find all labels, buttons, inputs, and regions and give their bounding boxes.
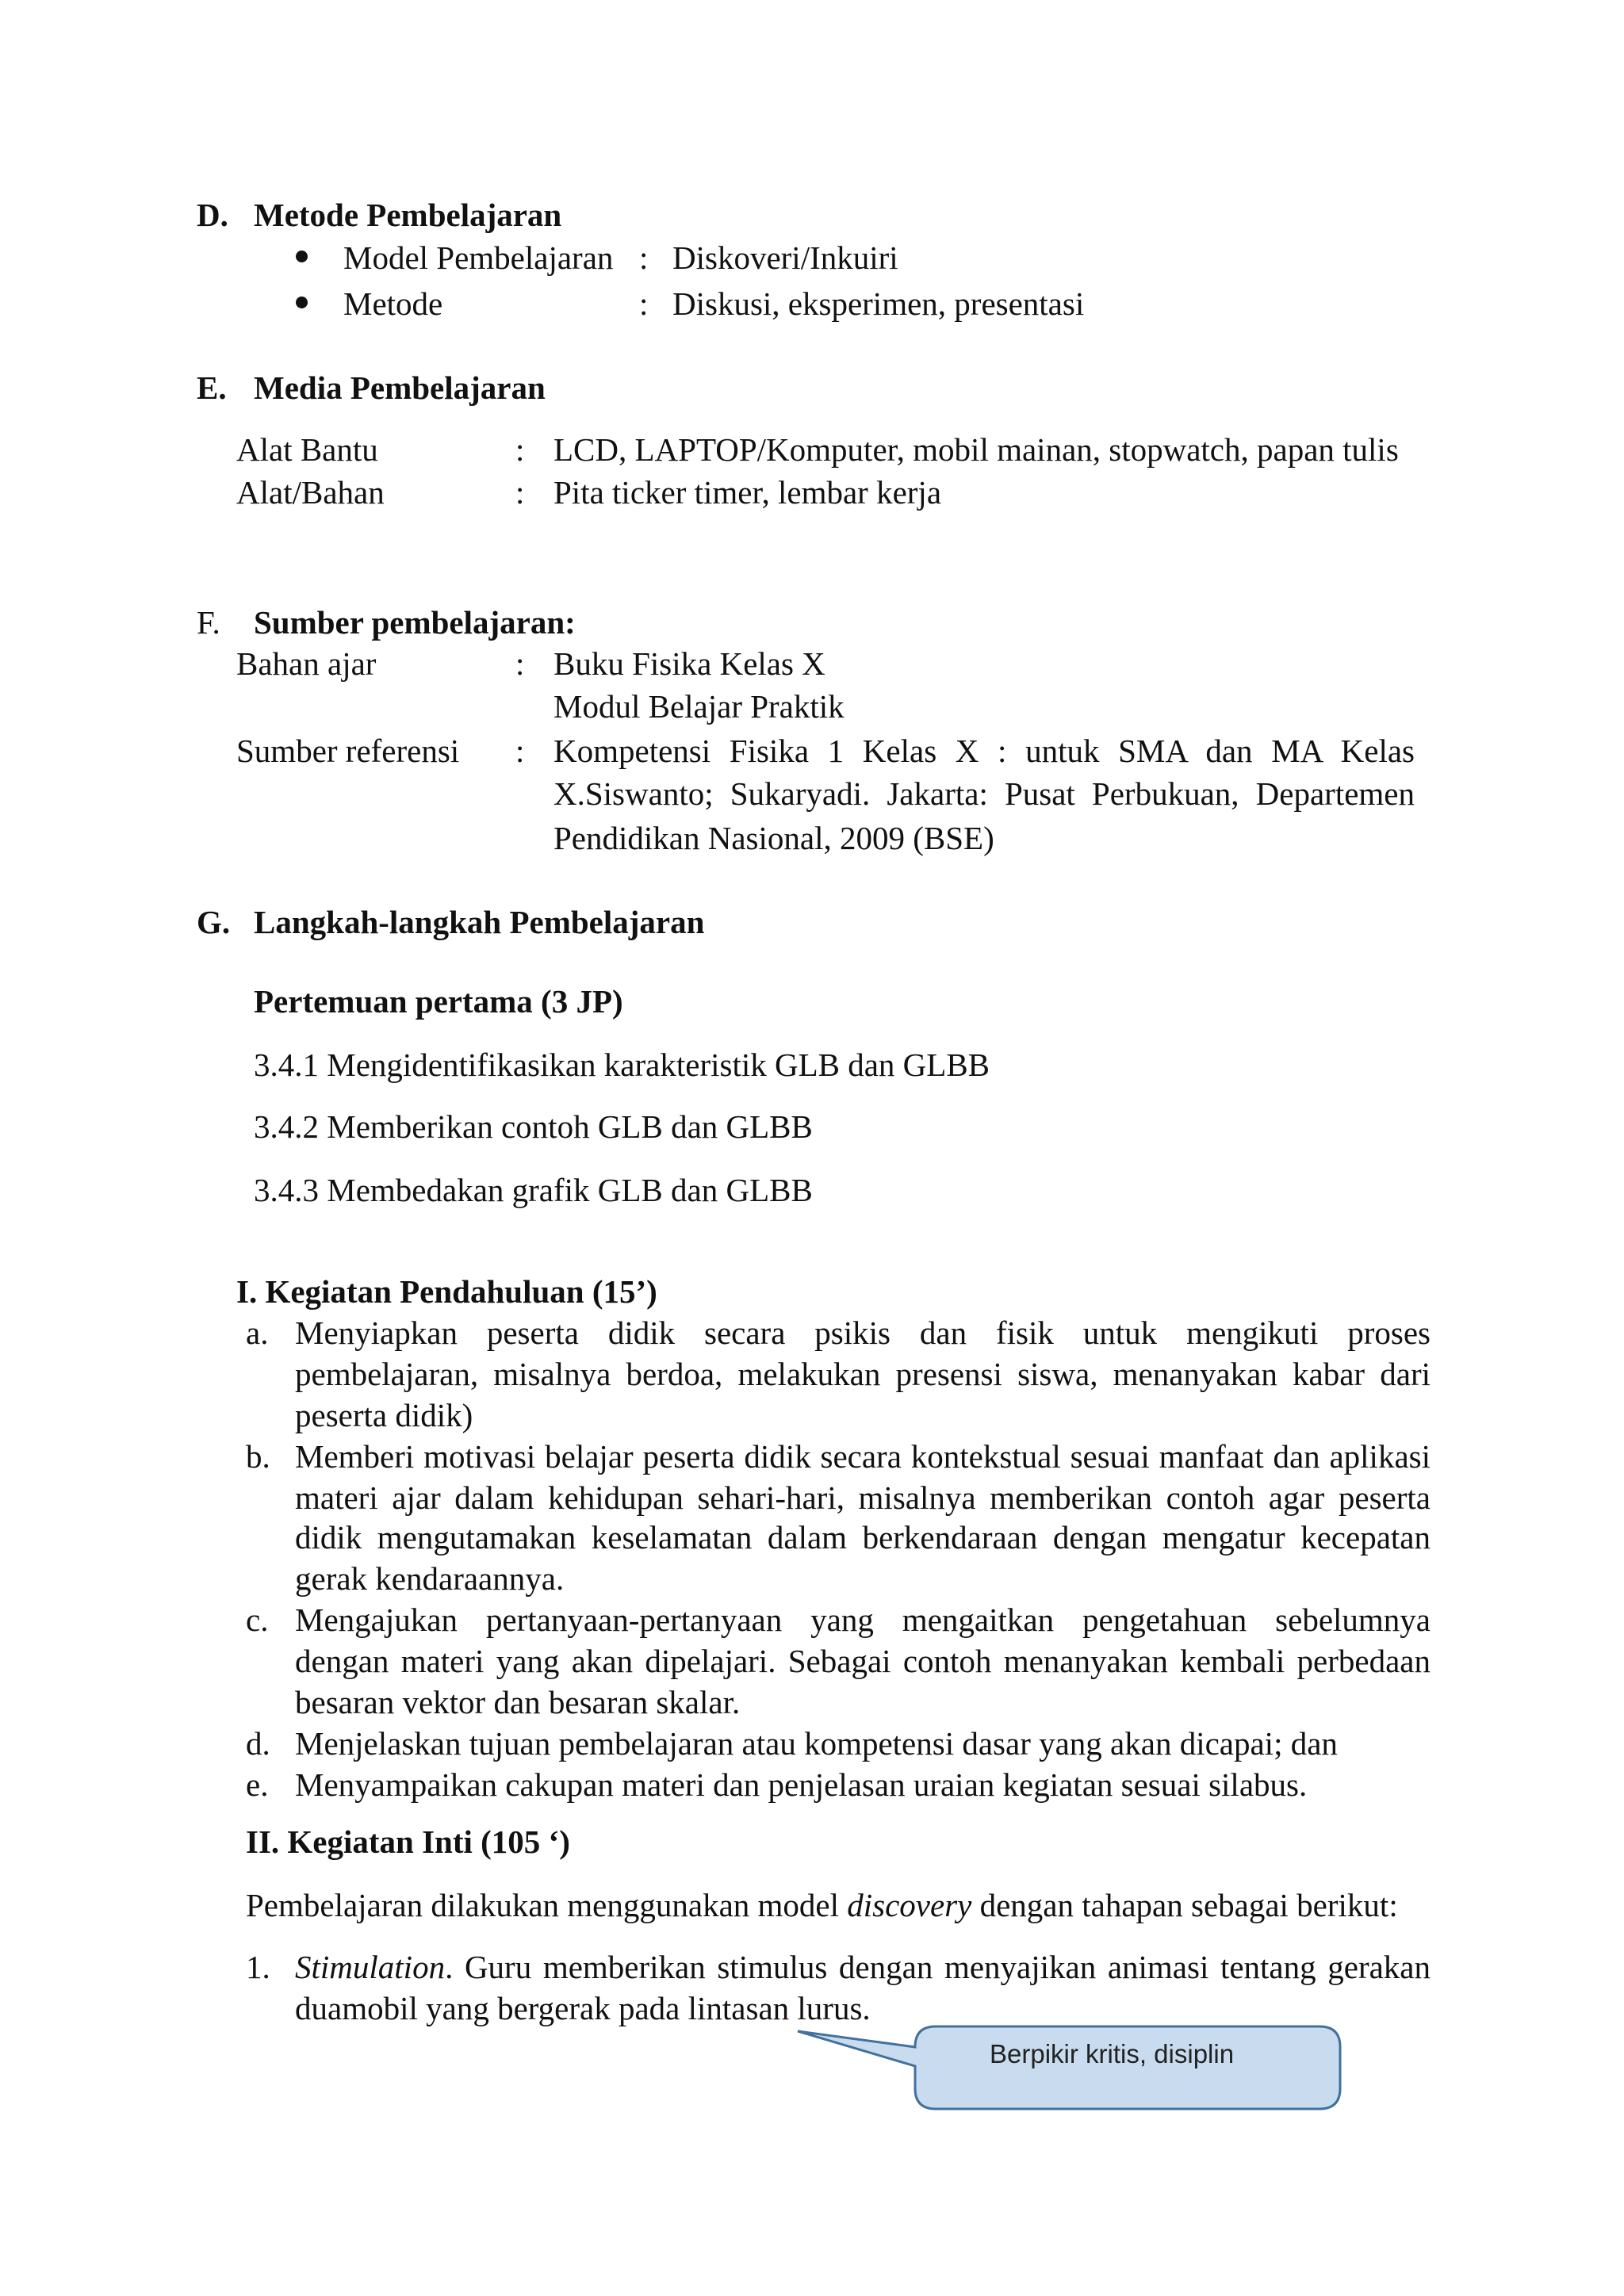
step-line: Stimulation. Guru memberikan stimulus dengan menyajikan animasi tentang gerakan [295,1949,1431,1985]
section-f-letter: F. [197,604,220,641]
list-item-line: pembelajaran, misalnya berdoa, melakukan presensi siswa, menanyakan kabar dari [295,1356,1431,1392]
step-line: duamobil yang bergerak pada lintasan lurus. [295,1990,871,2026]
inti-title: II. Kegiatan Inti (105 ‘) [246,1823,570,1860]
list-item-line: Menjelaskan tujuan pembelajaran atau kompetensi dasar yang akan dicapai; dan [295,1725,1338,1762]
media-tools-label: Alat Bantu [236,431,378,468]
list-item-line: besaran vektor dan besaran skalar. [295,1684,741,1720]
callout-text: Berpikir kritis, disiplin [990,2039,1235,2068]
method-model-value: Diskoveri/Inkuiri [672,239,898,276]
method-model-label: Model Pembelajaran [343,239,614,276]
list-item-line: dengan materi yang akan dipelajari. Sebagai contoh menanyakan kembali perbedaan [295,1643,1431,1679]
media-materials-sep: : [515,474,525,511]
section-f-title: Sumber pembelajaran: [254,604,576,641]
media-tools-sep: : [515,431,525,468]
list-item-line: Mengajukan pertanyaan-pertanyaan yang mengaitkan pengetahuan sebelumnya [295,1601,1431,1638]
indicator-item: 3.4.3 Membedakan grafik GLB dan GLBB [254,1172,813,1208]
list-item-line: peserta didik) [295,1397,473,1433]
media-tools-value: LCD, LAPTOP/Komputer, mobil mainan, stopwatch, papan tulis [553,431,1399,468]
indicator-item: 3.4.1 Mengidentifikasikan karakteristik GLB dan GLBB [254,1047,990,1083]
indicator-item: 3.4.2 Memberikan contoh GLB dan GLBB [254,1108,813,1145]
list-item-line: Menyiapkan peserta didik secara psikis dan fisik untuk mengikuti proses [295,1314,1431,1351]
section-g-letter: G. [197,904,231,940]
sumber-referensi-label: Sumber referensi [236,733,460,769]
media-materials-label: Alat/Bahan [236,474,385,511]
list-item-line: Memberi motivasi belajar peserta didik secara kontekstual sesuai manfaat dan aplikasi [295,1438,1431,1475]
inti-intro: Pembelajaran dilakukan menggunakan model discovery dengan tahapan sebagai berikut: [246,1887,1398,1923]
method-model-sep: : [639,239,649,276]
bahan-ajar-line: Buku Fisika Kelas X [553,645,825,682]
sumber-referensi-line: X.Siswanto; Sukaryadi. Jakarta: Pusat Perbukuan, Departemen [553,775,1415,812]
step-marker: 1. [246,1949,270,1985]
list-marker: e. [246,1766,269,1803]
section-e-title: Media Pembelajaran [254,369,546,406]
list-marker: d. [246,1725,270,1762]
list-marker: c. [246,1601,269,1638]
bahan-ajar-sep: : [515,645,525,682]
method-label: Metode [343,285,443,322]
bahan-ajar-label: Bahan ajar [236,645,377,682]
section-e-letter: E. [197,369,227,406]
list-item-line: didik mengutamakan keselamatan dalam berkendaraan dengan mengatur kecepatan [295,1519,1431,1556]
section-d-letter: D. [197,197,228,233]
sumber-referensi-sep: : [515,733,525,769]
meeting-title: Pertemuan pertama (3 JP) [254,983,623,1020]
sumber-referensi-line: Kompetensi Fisika 1 Kelas X : untuk SMA dan MA Kelas [553,733,1415,769]
list-item-line: Menyampaikan cakupan materi dan penjelasan uraian kegiatan sesuai silabus. [295,1766,1308,1803]
sumber-referensi-line: Pendidikan Nasional, 2009 (BSE) [553,820,994,856]
list-marker: b. [246,1438,270,1475]
list-item-line: materi ajar dalam kehidupan sehari-hari, misalnya memberikan contoh agar peserta [295,1479,1431,1516]
bahan-ajar-line: Modul Belajar Praktik [553,688,845,725]
method-sep: : [639,285,649,322]
section-g-title: Langkah-langkah Pembelajaran [254,904,705,940]
pendahuluan-title: I. Kegiatan Pendahuluan (15’) [236,1273,657,1310]
section-d-title: Metode Pembelajaran [254,197,562,233]
method-value: Diskusi, eksperimen, presentasi [672,285,1085,322]
media-materials-value: Pita ticker timer, lembar kerja [553,474,942,511]
list-item-line: gerak kendaraannya. [295,1560,565,1597]
list-marker: a. [246,1314,269,1351]
